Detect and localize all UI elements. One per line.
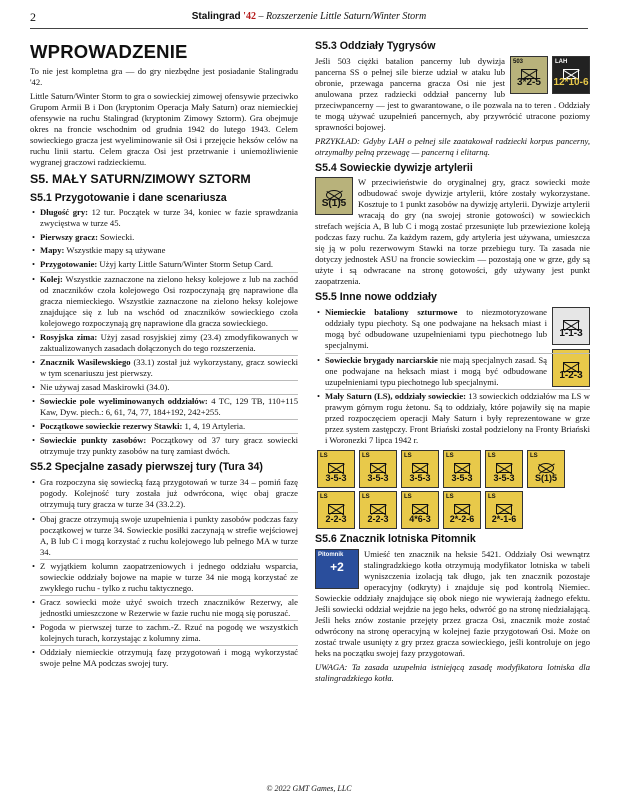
ls-counter: LS 2-2-3 — [317, 491, 355, 529]
header-title — [30, 11, 588, 24]
ls-counter-grid — [317, 450, 590, 529]
list-item: • Znacznik Wasilewskiego (33.1) został już wykorzystany, gracz sowiecki w tym scenariuszu jest pierwszy. — [40, 355, 298, 379]
intro-paragraph-1: To nie jest kompletna gra — do gry niezbędne jest posiadanie Stalingradu '42. — [30, 65, 298, 87]
copyright-footer: © 2022 GMT Games, LLC — [266, 783, 352, 793]
s53-example: PRZYKŁAD: Gdyby LAH o pełnej sile zaatakował radziecki korpus pancerny, otrzymałby pełną przewagę — pancerną i elitarną. — [315, 135, 590, 157]
intro-paragraph-2: Little Saturn/Winter Storm to gra o sowieckiej zimowej ofensywie przeciwko Grupom Armii B i Don (kryptonim Operacja Mały Saturn) oraz niemieckiej ofensywie na ruchu Stalingrad (kryptonim Zimowy Sztorm). Gra obejmuje okres na froncie wschodnim od grudnia 1942 do lutego 1943. Celem sowieckiego gracza jest wyeliminowanie sił Osi i przejęcie heksów celów na ruchu linii startu. Celem gracza Osi jest przetrwanie i uniemożliwienie wygranej graczowi radzieckiemu. — [30, 90, 298, 167]
list-item: • Początkowe sowieckie rezerwy Stawki: 1, 4, 19 Artyleria. — [40, 419, 298, 432]
list-item: • Z wyjątkiem kolumn zaopatrzeniowych i jednego oddziału wsparcia, sowieckie oddziały bojowe na mapie w turze 34 nie mogą korzystać ze zwykłego ruchu - tylko z ruchu taktycznego. — [40, 559, 298, 594]
list-item: • Oddziały niemieckie otrzymują fazę przygotowań i mogą wykorzystać swoje pełne MA podczas swojej tury. — [40, 645, 298, 669]
unit-counter-503: 503 3*2-5 — [510, 56, 548, 94]
s56-marker-wrap — [315, 549, 359, 592]
ls-counter: LS S(1)5 — [527, 450, 565, 488]
list-item: • Mapy: Wszystkie mapy są używane — [40, 245, 298, 256]
list-item: • Przygotowanie: Użyj karty Little Saturn/Winter Storm Setup Card. — [40, 259, 298, 270]
s53-title: S5.3 Oddziały Tygrysów — [315, 40, 436, 52]
list-item: • Gra rozpoczyna się sowiecką fazą przygotowań w turze 34 – pomiń fazę pogody. Kolejność tury została już odwrócona, więc obaj gracze otrzymują tury gracza w turze 34 (33.2.2). — [40, 477, 298, 510]
unit-counter-lah: LAH 12*10-6 — [552, 56, 590, 94]
s56-title: S5.6 Znacznik lotniska Pitomnik — [315, 533, 476, 546]
ls-counter: LS 2-2-3 — [359, 491, 397, 529]
artillery-counter: S(1)5 — [315, 177, 353, 215]
list-item: • Nie używaj zasad Maskirowki (34.0). — [40, 380, 298, 393]
list-item: • Sowieckie pole wyeliminowanych oddziałów: 4 TC, 129 TB, 110+115 Kaw, Dyw. piech.: 6, 61, 74, 77, 184+192, 242+255. — [40, 394, 298, 418]
pitomnik-marker: Pitomnik +2 — [315, 549, 359, 589]
intro-title: WPROWADZENIE — [30, 41, 188, 62]
list-item: • Pogoda w pierwszej turze to zachm.-Z. Rzuć na pogodę we wszystkich kolejnych turach, korzystając z kolumny zima. — [40, 620, 298, 644]
list-item: • Sowieckie punkty zasobów: Początkowy od 37 tury gracz sowiecki otrzymuje trzy punkty zasobów na turę zamiast dwóch. — [40, 433, 298, 457]
s5-title: S5. MAŁY SATURN/ZIMOWY SZTORM — [30, 171, 251, 186]
s54-title: S5.4 Sowieckie dywizje artylerii — [315, 161, 473, 174]
left-column — [30, 40, 298, 670]
s55-list — [315, 307, 590, 447]
s54-counter-wrap — [315, 177, 353, 218]
s51-title: S5.1 Przygotowanie i dane scenariusza — [30, 191, 227, 204]
page-header — [30, 6, 588, 29]
list-item: • Obaj gracze otrzymują swoje uzupełnienia i punkty zasobów podczas fazy początkowej w turze 34. Sowieckie posiłki zaczynają w strefie wejściowej A, B lub C i mogą korzystać z ruchu kolejowego lub pełnego MA w turze 34. — [40, 512, 298, 558]
s52-list — [30, 477, 298, 670]
s55-title: S5.5 Inne nowe oddziały — [315, 291, 437, 304]
ls-counter: LS 4*6-3 — [401, 491, 439, 529]
assault-battalion-counter: 1-1-3 — [552, 307, 590, 345]
s53-counters — [510, 56, 590, 94]
s53-paragraph: Jeśli 503 ciężki batalion pancerny lub dywizja pancerna SS o pełnej sile bierze udział w ataku lub obronie, przewaga pancerna gracza Osi nie jest anulowana przez radziecki oddział pancerny lub przeciwpancerny — jest to gwarantowane, o ile pozwala na to teren . Oddziały te mogą używać uzupełnień pancernych, aby przywrócić utracone poziomy sprawności bojowej. — [315, 55, 590, 132]
ls-counter: LS 2*-1-6 — [485, 491, 523, 529]
ls-counter: LS 2*-2-6 — [443, 491, 481, 529]
header-subtitle: – Rozszerzenie Little Saturn/Winter Storm — [258, 11, 427, 22]
list-item: • Kolej: Wszystkie zaznaczone na zielono heksy kolejowe z lub na zachód od znaczników czoła kolejowego Osi rozpoczynają grę naprawione dla gracza niemieckiego. Wszystkie zaznaczone na zielono heksy kolejowe znajdujące się z lub na wschód od znaczników sowieckiego czoła kolejowego rozpoczynają grę naprawione dla gracza sowieckiego. — [40, 272, 298, 329]
s56-paragraph: Umieść ten znacznik na heksie 5421. Oddziały Osi wewnątrz stalingradzkiego kotła otrzymują modyfikator lotniska w tabeli wyniszczenia izolacją tak długo, jak ten znacznik pozostaje operacyjny (odkryty) i znajduje się pod kontrolą Niemiec. Sowieckie oddziały znajdujące się obok niego nie wywierają żadnego efektu. Jeśli sowiecki oddział wejdzie na jego heks, odwróć go na stronę niedziałającą. Jeśli heks znów zostanie przejęty przez gracza Osi, znacznik może zostać odwrócony na stronę operacyjną w kolejnej fazie przygotowań Osi. Może on zostać trwale usunięty z gry przez gracza sowieckiego, jeśli kontroluje on jego heks na początku swojej fazy przygotowań. — [315, 548, 590, 658]
ls-counter: LS 3-5-3 — [485, 450, 523, 488]
s51-list — [30, 207, 298, 457]
list-item: • Długość gry: 12 tur. Początek w turze 34, koniec w fazie sprawdzania zwycięstwa w turze 45. — [40, 207, 298, 229]
list-item: • Pierwszy gracz: Sowiecki. — [40, 232, 298, 243]
page-number: 2 — [30, 10, 36, 24]
s52-title: S5.2 Specjalne zasady pierwszej tury (Tura 34) — [30, 461, 263, 474]
s54-paragraph: W przeciwieństwie do oryginalnej gry, gracz sowiecki może odbudować swoje dywizje artylerii, które zostały wykorzystane. Kosztuje to 1 punkt zasobów na dywizję artylerii. Dywizje artylerii wracają do gry (na swojej stronie gotowości) w sowieckich strefach wejścia A, B lub C i mogą zostać przesunięte lub przewiezione koleją podczas fazy ruchu. Za każdym razem, gdy artyleria jest używana, umieszcza się ją w polu rezerwowym Stawki na torze przebiegu tury. Ta zasada nie dotyczy jednostek ASU na froncie sowieckim — pozostają one w grze, gdy są użyte i są odwracane na stronę gotowości, gdy używany jest punkt zaopatrzenia. — [315, 177, 590, 287]
list-item: • Gracz sowiecki może użyć swoich trzech znaczników Rezerwy, ale jednostki umieszczone w Rezerwie w fazie ruchu nie mogą się poruszać. — [40, 595, 298, 619]
ls-counter: LS 3-5-3 — [359, 450, 397, 488]
list-item: • Mały Saturn (LS), oddziały sowieckie: 13 sowieckich oddziałów ma LS w prawym górnym rogu żetonu. Są to oddziały, które pojawiły się na mapie przed rozpoczęciem operacji Mały Saturn i były reprezentowane w grze przez system zastępczy. Front Briański został podzielony na Fronty Briański i Woronezki 7 lipca 1942 r. — [325, 389, 590, 446]
header-year: '42 — [243, 11, 256, 22]
right-column — [315, 40, 590, 687]
list-item: • Niemieckie bataliony szturmowe to niezmotoryzowane oddziały typu piechoty. Są one podwajane na heksach miast i mogą być odbudowane uzupełnieniami typu piechotnego lub specjalnymi. — [325, 307, 590, 351]
s56-note: UWAGA: Ta zasada uzupełnia istniejącą zasadę modyfikatora lotniska dla stalingradzkiego kotła. — [315, 661, 590, 683]
list-item: • Rosyjska zima: Użyj zasad rosyjskiej zimy (23.4) zmodyfikowanych w zaktualizowanych zasadach dołączonych do tego rozszerzenia. — [40, 330, 298, 354]
header-game: Stalingrad — [191, 11, 241, 22]
ls-counter: LS 3-5-3 — [443, 450, 481, 488]
ls-counter: LS 3-5-3 — [317, 450, 355, 488]
ls-counter: LS 3-5-3 — [401, 450, 439, 488]
list-item: • Sowieckie brygady narciarskie nie mają specjalnych zasad. Są one podwajane na heksach miast i mogą być odbudowane uzupełnieniami typu piechotnego lub specjalnymi. — [325, 353, 590, 388]
ski-brigade-counter: 1-2-3 — [552, 349, 590, 387]
